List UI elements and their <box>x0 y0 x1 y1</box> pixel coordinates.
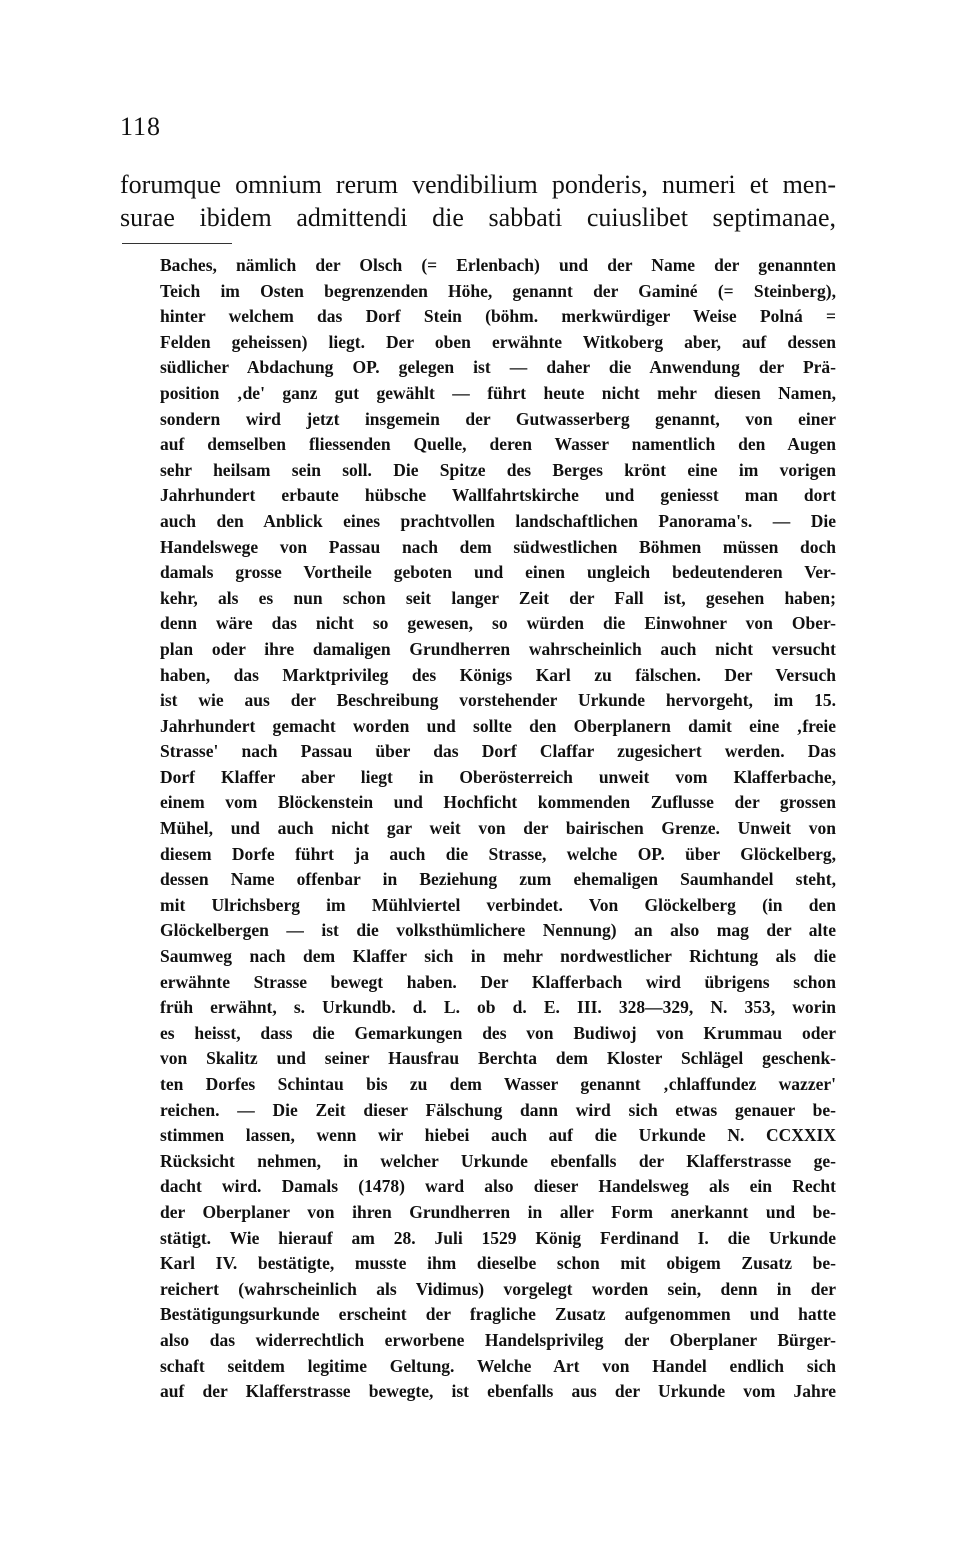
footnote-line: auch den Anblick eines prachtvollen landschaftlichen Panorama's. — Die <box>160 510 836 531</box>
footnote-line: Strasse' nach Passau über das Dorf Claffar zugesichert werden. Das <box>160 741 836 762</box>
footnote-line: Karl IV. bestätigte, musste ihm dieselbe schon mit obigem Zusatz be- <box>160 1253 836 1274</box>
main-text-line: surae ibidem admittendi die sabbati cuiuslibet septimanae, <box>120 203 836 232</box>
page-number: 118 <box>120 112 162 141</box>
footnote-line: Mühel, und auch nicht gar weit von der bairischen Grenze. Unweit von <box>160 818 836 839</box>
footnote-line: position ‚de' ganz gut gewählt — führt heute nicht mehr diesen Namen, <box>160 382 836 403</box>
footnote-line: kehr, als es nun schon seit langer Zeit der Fall ist, gesehen haben; <box>160 587 836 608</box>
footnote-line: der Oberplaner von ihren Grundherren in aller Form anerkannt und be- <box>160 1201 836 1222</box>
footnote-line: ten Dorfes Schintau bis zu dem Wasser genannt ‚chlaffundez wazzer' <box>160 1074 836 1094</box>
footnote-line: damals grosse Vortheile geboten und einen ungleich bedeutenderen Ver- <box>160 562 836 583</box>
footnote-line: dacht wird. Damals (1478) ward also dieser Handelsweg als ein Recht <box>160 1176 836 1197</box>
footnote-line: sehr heilsam sein soll. Die Spitze des Berges krönt eine im vorigen <box>160 459 836 480</box>
footnote-line: erwähnte Strasse bewegt haben. Der Klafferbach wird übrigens schon <box>160 971 836 992</box>
footnote-line: Bestätigungsurkunde erscheint der fragliche Zusatz aufgenommen und hatte <box>160 1304 836 1325</box>
footnote-line: stimmen lassen, wenn wir hiebei auch auf die Urkunde N. CCXXIX <box>160 1125 836 1146</box>
footnote-line: Saumweg nach dem Klaffer sich in mehr nordwestlicher Richtung als die <box>160 946 836 967</box>
footnote-line: stätigt. Wie hierauf am 28. Juli 1529 König Ferdinand I. die Urkunde <box>160 1227 836 1248</box>
footnote-line: einem vom Blöckenstein und Hochficht kommenden Zuflusse der grossen <box>160 792 836 813</box>
footnote-line: von Skalitz und seiner Hausfrau Berchta dem Kloster Schlägel geschenk- <box>160 1048 836 1069</box>
footnote-line: auf der Klafferstrasse bewegte, ist ebenfalls aus der Urkunde vom Jahre <box>160 1381 836 1402</box>
footnote-line: Handelswege von Passau nach dem südwestlichen Böhmen müssen doch <box>160 536 836 557</box>
footnote-line: diesem Dorfe führt ja auch die Strasse, welche OP. über Glöckelberg, <box>160 843 836 864</box>
footnote-line: ist wie aus der Beschreibung vorstehender Urkunde hervorgeht, im 15. <box>160 690 836 711</box>
footnote-line: reichert (wahrscheinlich als Vidimus) vorgelegt worden sein, denn in der <box>160 1278 836 1299</box>
footnote-line: denn wäre das nicht so gewesen, so würden die Einwohner von Ober- <box>160 613 836 634</box>
footnote-line: Glöckelbergen — ist die volksthümlichere Nennung) an also mag der alte <box>160 920 836 941</box>
footnote-line: mit Ulrichsberg im Mühlviertel verbindet. Von Glöckelberg (in den <box>160 894 836 915</box>
main-text <box>120 168 836 234</box>
footnote-line: dessen Name offenbar in Beziehung zum ehemaligen Saumhandel steht, <box>160 869 836 890</box>
footnote-line: Rücksicht nehmen, in welcher Urkunde ebenfalls der Klafferstrasse ge- <box>160 1150 836 1171</box>
footnote-line: reichen. — Die Zeit dieser Fälschung dann wird sich etwas genauer be- <box>160 1099 836 1120</box>
footnote-separator-rule <box>122 243 232 244</box>
footnote-line: es heisst, dass die Gemarkungen des von Budiwoj von Krummau oder <box>160 1022 836 1043</box>
footnote-line: schaft seitdem legitime Geltung. Welche Art von Handel endlich sich <box>160 1355 836 1376</box>
footnote-line: Baches, nämlich der Olsch (= Erlenbach) und der Name der genannten <box>160 255 836 275</box>
footnote-line: auf demselben fliessenden Quelle, deren Wasser namentlich den Augen <box>160 434 836 455</box>
main-text-line: forumque omnium rerum vendibilium ponderis, numeri et men- <box>120 170 836 199</box>
footnote-line: Jahrhundert erbaute hübsche Wallfahrtskirche und geniesst man dort <box>160 485 836 506</box>
footnote-line: früh erwähnt, s. Urkundb. d. L. ob d. E. III. 328—329, N. 353, worin <box>160 997 836 1018</box>
footnote-line: also das widerrechtlich erworbene Handelsprivileg der Oberplaner Bürger- <box>160 1329 836 1350</box>
footnote-line: Felden geheissen) liegt. Der oben erwähnte Witkoberg aber, auf dessen <box>160 331 836 352</box>
footnote-line: hinter welchem das Dorf Stein (böhm. merkwürdiger Weise Polná = <box>160 306 836 327</box>
footnote-line: haben, das Marktprivileg des Königs Karl zu fälschen. Der Versuch <box>160 664 836 685</box>
footnote-line: Teich im Osten begrenzenden Höhe, genannt der Gaminé (= Steinberg), <box>160 280 836 301</box>
footnote-line: Jahrhundert gemacht worden und sollte den Oberplanern damit eine ‚freie <box>160 715 836 736</box>
footnote-text <box>160 253 836 1405</box>
footnote-line: südlicher Abdachung OP. gelegen ist — daher die Anwendung der Prä- <box>160 357 836 378</box>
footnote-line: Dorf Klaffer aber liegt in Oberösterreich unweit vom Klafferbache, <box>160 766 836 787</box>
footnote-line: sondern wird jetzt insgemein der Gutwasserberg genannt, von einer <box>160 408 836 429</box>
footnote-line: plan oder ihre damaligen Grundherren wahrscheinlich auch nicht versucht <box>160 638 836 659</box>
